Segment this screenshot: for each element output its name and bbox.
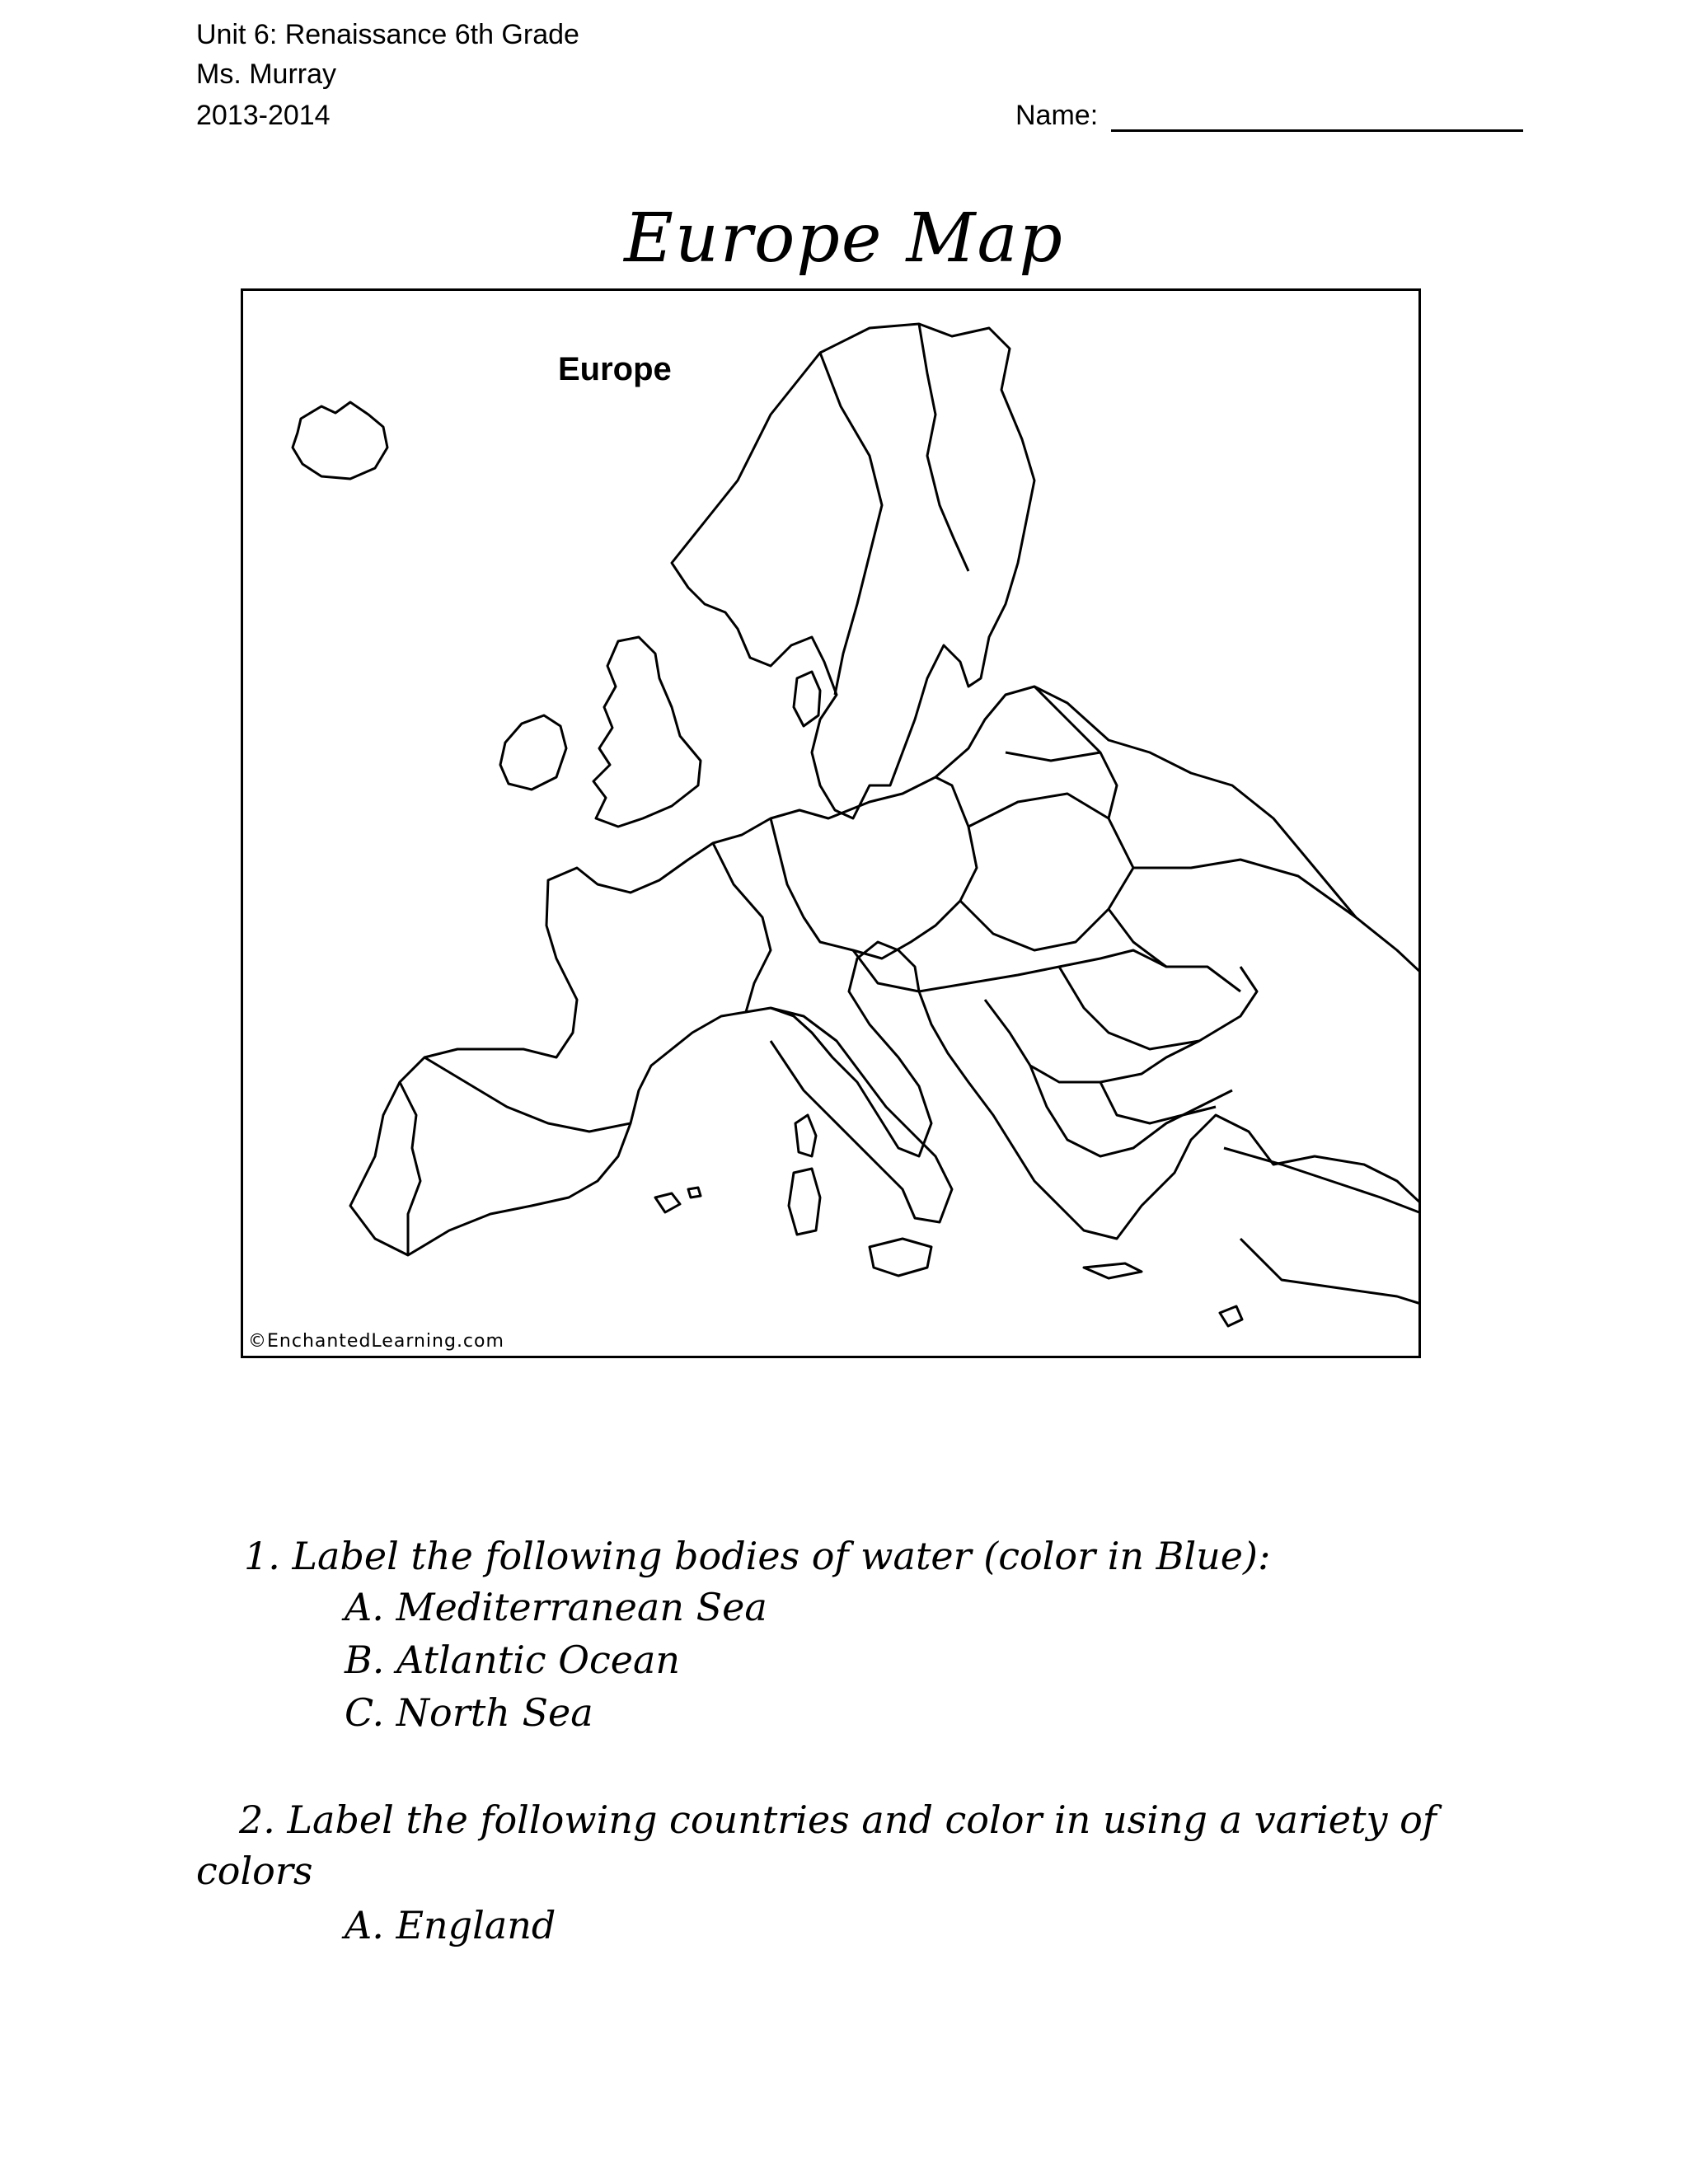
belarus-ukraine-border xyxy=(1133,860,1356,917)
balearic-island-1 xyxy=(655,1193,680,1212)
ukraine-west-border xyxy=(1109,909,1166,967)
denmark-shape xyxy=(794,672,820,726)
page-title: Europe Map xyxy=(624,199,1064,278)
balearic-island-2 xyxy=(688,1188,701,1197)
sicily-shape xyxy=(870,1239,931,1276)
header-teacher: Ms. Murray xyxy=(196,59,336,90)
corsica-shape xyxy=(795,1115,816,1156)
norway-sweden-border xyxy=(820,353,882,695)
sweden-finland-border xyxy=(919,324,968,571)
baltics-inner-border xyxy=(1006,752,1100,761)
turkey-south-coast xyxy=(1240,1239,1421,1305)
france-east-border xyxy=(713,843,771,1012)
question-2-item-a: A. England xyxy=(345,1903,556,1947)
central-europe-border xyxy=(853,950,1240,991)
italy-shape xyxy=(771,1008,952,1222)
scandinavia-shape xyxy=(672,324,1034,818)
balkans-border xyxy=(985,1000,1199,1082)
ireland-shape xyxy=(500,715,566,790)
europe-outline-map xyxy=(243,291,1421,1358)
question-1-item-b: B. Atlantic Ocean xyxy=(345,1638,681,1682)
map-credit: ©EnchantedLearning.com xyxy=(248,1331,504,1352)
name-blank-line[interactable] xyxy=(1111,129,1523,132)
question-1-item-a: A. Mediterranean Sea xyxy=(345,1585,767,1629)
mainland-europe-shape xyxy=(350,687,1421,1255)
map-label: Europe xyxy=(558,351,672,387)
bulgaria-greece-border xyxy=(1100,1082,1216,1123)
name-label: Name: xyxy=(1015,100,1099,131)
europe-map xyxy=(241,288,1421,1358)
great-britain-shape xyxy=(593,637,701,827)
pyrenees-border xyxy=(424,1057,631,1132)
portugal-spain-border xyxy=(400,1082,420,1255)
crete-shape xyxy=(1084,1263,1142,1278)
header-unit: Unit 6: Renaissance 6th Grade xyxy=(196,19,579,50)
question-2-prompt: 2. Label the following countries and color in using a variety of xyxy=(239,1797,1437,1842)
cyprus-shape xyxy=(1220,1306,1242,1326)
question-1-prompt: 1. Label the following bodies of water (color in Blue): xyxy=(244,1534,1271,1578)
hungary-romania-shape xyxy=(1059,967,1257,1049)
germany-shape xyxy=(771,777,977,958)
sardinia-shape xyxy=(789,1169,820,1235)
question-2-prompt-continued: colors xyxy=(196,1849,313,1893)
header-year: 2013-2014 xyxy=(196,100,331,131)
iceland-shape xyxy=(293,402,387,479)
question-1-item-c: C. North Sea xyxy=(345,1690,593,1735)
poland-shape xyxy=(960,794,1133,950)
